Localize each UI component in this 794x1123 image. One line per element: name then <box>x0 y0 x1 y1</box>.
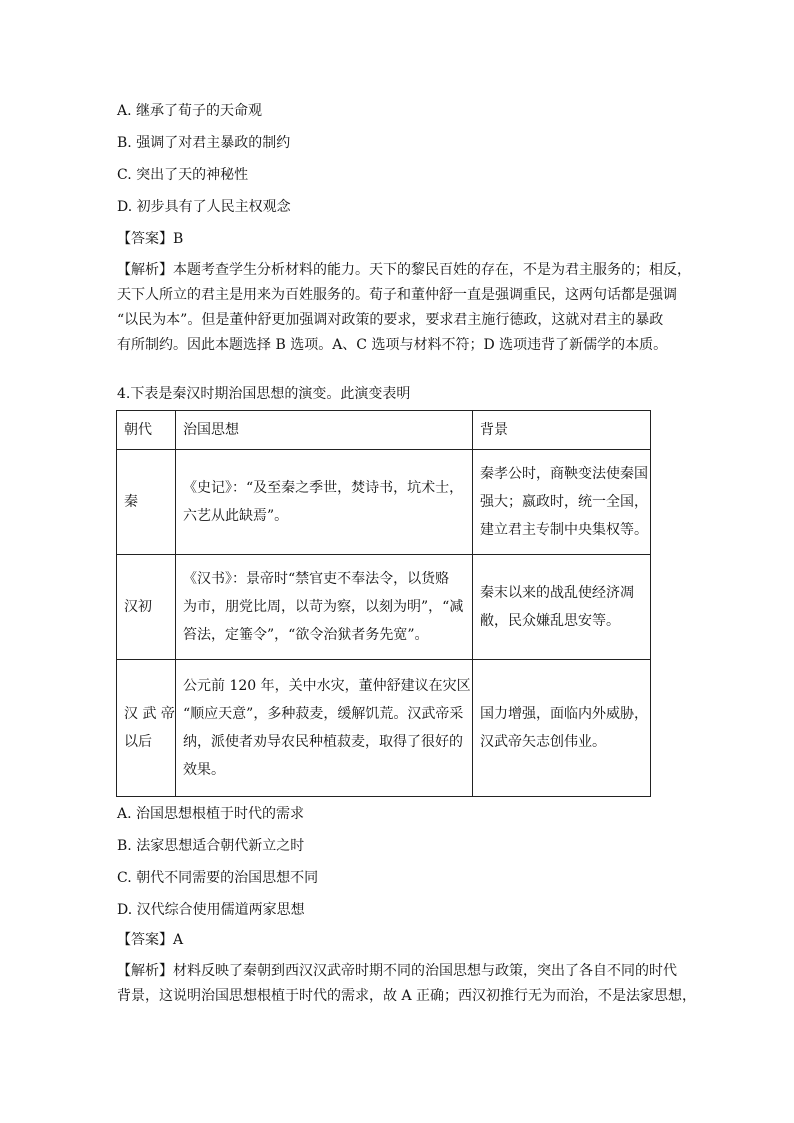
q4-option-d: D. 汉代综合使用儒道两家思想 <box>117 902 305 918</box>
cell-line: 秦 <box>124 494 138 510</box>
q4-answer: 【答案】A <box>117 932 184 948</box>
q4-option-a: A. 治国思想根植于时代的需求 <box>117 806 305 822</box>
q4-analysis-line: 【解析】材料反映了秦朝到西汉汉武帝时期不同的治国思想与政策，突出了各自不同的时代 <box>117 963 677 979</box>
thought-cell <box>176 450 473 555</box>
table-row <box>117 450 651 555</box>
prev-analysis <box>117 258 691 358</box>
q4-analysis <box>117 959 697 1009</box>
cell-line: 《史记》：“及至秦之季世，焚诗书，坑术士， <box>183 480 464 496</box>
header-dynasty: 朝代 <box>117 411 176 450</box>
thought-cell <box>176 660 473 797</box>
header-background: 背景 <box>473 411 651 450</box>
q4-analysis-line: 背景，这说明治国思想根植于时代的需求，故 A 正确；西汉初推行无为而治，不是法家思想， <box>117 988 697 1004</box>
table-row <box>117 660 651 797</box>
thought-cell <box>176 555 473 660</box>
cell-line: 六艺从此缺焉”。 <box>183 508 289 524</box>
dynasty-cell <box>117 450 176 555</box>
prev-analysis-line: “以民为本”。但是董仲舒更加强调对政策的要求，要求君主施行德政，这就对君主的暴政 <box>117 312 664 328</box>
cell-line: 《汉书》：景帝时“禁官吏不奉法令，以货赂 <box>183 571 450 587</box>
cell-line: 秦末以来的战乱使经济凋 <box>480 585 634 601</box>
prev-option-b: B. 强调了对君主暴政的制约 <box>117 135 291 151</box>
cell-line: 公元前 120 年，关中水灾，董仲舒建议在灾区 <box>183 678 471 694</box>
history-table <box>116 410 651 797</box>
q4-option-b: B. 法家思想适合朝代新立之时 <box>117 838 305 854</box>
header-thought: 治国思想 <box>176 411 473 450</box>
prev-analysis-line: 天下人所立的君主是用来为百姓服务的。荀子和董仲舒一直是强调重民，这两句话都是强调 <box>117 287 677 303</box>
cell-line: 效果。 <box>183 762 225 778</box>
question-4-stem: 4.下表是秦汉时期治国思想的演变。此演变表明 <box>117 386 411 402</box>
cell-line: 纳，派使者劝导农民种植菽麦，取得了很好的 <box>183 734 463 750</box>
cell-line: 敝，民众嫌乱思安等。 <box>480 613 620 629</box>
background-cell <box>473 555 651 660</box>
prev-answer: 【答案】B <box>117 231 184 247</box>
cell-line: 汉 武 帝 <box>124 706 175 722</box>
dynasty-cell <box>117 660 176 797</box>
prev-option-d: D. 初步具有了人民主权观念 <box>117 199 291 215</box>
cell-line: 为市，朋党比周，以苛为察，以刻为明”，“减 <box>183 599 464 615</box>
cell-line: 汉初 <box>124 599 152 615</box>
table-row <box>117 555 651 660</box>
prev-option-c: C. 突出了天的神秘性 <box>117 167 249 183</box>
cell-line: 以后 <box>124 734 152 750</box>
cell-line: 秦孝公时，商鞅变法使秦国 <box>480 466 648 482</box>
cell-line: 笞法，定箠令”，“欲令治狱者务先宽”。 <box>183 627 429 643</box>
cell-line: 强大；嬴政时，统一全国， <box>480 494 648 510</box>
background-cell <box>473 450 651 555</box>
cell-line: 汉武帝矢志创伟业。 <box>480 734 606 750</box>
table-header-row <box>117 411 651 450</box>
cell-line: 建立君主专制中央集权等。 <box>480 522 648 538</box>
prev-analysis-line: 有所制约。因此本题选择 B 选项。A、C 选项与材料不符；D 选项违背了新儒学的本质。 <box>117 337 668 353</box>
prev-analysis-line: 【解析】本题考查学生分析材料的能力。天下的黎民百姓的存在，不是为君主服务的；相反， <box>117 262 691 278</box>
cell-line: 国力增强，面临内外威胁， <box>480 706 648 722</box>
prev-option-a: A. 继承了荀子的天命观 <box>117 103 263 119</box>
background-cell <box>473 660 651 797</box>
dynasty-cell <box>117 555 176 660</box>
q4-option-c: C. 朝代不同需要的治国思想不同 <box>117 870 319 886</box>
cell-line: “顺应天意”，多种菽麦，缓解饥荒。汉武帝采 <box>183 706 464 722</box>
